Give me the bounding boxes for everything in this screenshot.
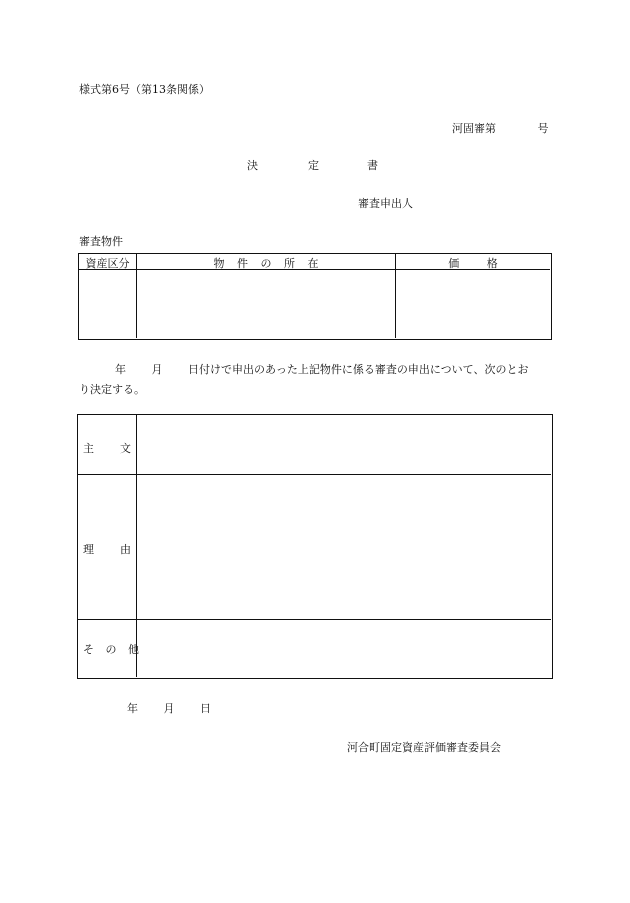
label-char: 文: [120, 442, 131, 455]
label-char: 主: [83, 442, 94, 455]
column-divider: [136, 415, 137, 677]
property-section-label: 審査物件: [79, 235, 123, 248]
title-char: 書: [367, 159, 378, 172]
statement-line-2: り決定する。: [79, 383, 145, 396]
statement-line-1: [115, 361, 528, 377]
header-char: 在: [307, 257, 319, 270]
row-divider: [78, 474, 551, 475]
committee-name: 河合町固定資産評価審査委員会: [347, 741, 501, 754]
date-month: 月: [163, 702, 175, 715]
date-day: 日: [200, 702, 211, 715]
decision-date: [127, 700, 211, 716]
row-label-reason: [83, 541, 131, 557]
header-location: [137, 255, 395, 271]
doc-number-prefix: 河固審第: [452, 122, 496, 135]
doc-number: [452, 120, 549, 136]
label-char: そ: [83, 643, 94, 656]
header-asset-class: 資産区分: [85, 257, 130, 270]
header-char: 物: [213, 257, 225, 270]
header-char: 件: [237, 257, 248, 270]
header-price: [396, 255, 550, 271]
date-year: 年: [127, 702, 138, 715]
statement-month: 月: [151, 363, 163, 376]
header-char: 格: [486, 257, 498, 270]
title-char: 定: [308, 159, 319, 172]
label-char: 他: [128, 643, 139, 656]
statement-year: 年: [115, 363, 126, 376]
title-char: 決: [247, 159, 258, 172]
row-divider: [78, 619, 551, 620]
property-table: [78, 253, 552, 340]
doc-number-suffix: 号: [537, 122, 549, 135]
header-char: 価: [448, 257, 460, 270]
statement-text: 日付けで申出のあった上記物件に係る審査の申出について、次のとお: [188, 363, 529, 376]
label-char: 理: [83, 543, 94, 556]
row-label-main: [83, 440, 131, 456]
applicant-label: 審査申出人: [358, 197, 413, 210]
header-char: の: [260, 257, 272, 270]
label-char: の: [105, 643, 117, 656]
row-label-other: [83, 641, 139, 657]
form-label: 様式第6号（第13条関係）: [79, 83, 210, 96]
decision-table: [77, 414, 553, 679]
header-char: 所: [284, 257, 295, 270]
label-char: 由: [120, 543, 131, 556]
